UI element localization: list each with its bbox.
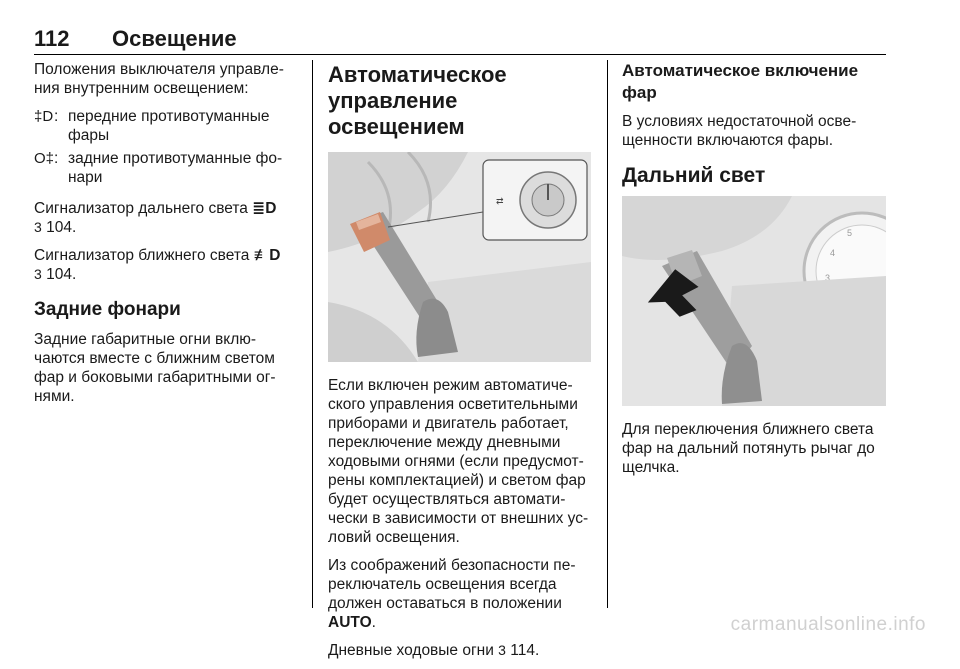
page-reference[interactable]: 104. [46, 219, 77, 236]
paragraph: В условиях недостаточной освещенности включаются фары. [622, 113, 857, 149]
paragraph: Если включен режим автоматического управления осветительными приборами и двигатель работает, переключение между дневными ходовыми огнями (если предусмотрены комплектацией) и светом фар будет осуществляться автоматически в зависимости от внешних условий освещения. [328, 377, 589, 546]
definition-text: передние противотуманные фары [68, 108, 270, 144]
high-beam-illustration [622, 196, 886, 406]
auto-keyword: AUTO [328, 614, 372, 631]
high-beam-icon: ≣D [252, 200, 277, 217]
paragraph: Дневные ходовые огни 3 114. [328, 642, 540, 659]
low-beam-indicator: Сигнализатор ближнего света ≢D 3 104. [34, 247, 281, 283]
low-beam-icon: ≢D [253, 247, 281, 264]
definition-text: задние противотуманные фонари [68, 150, 283, 186]
page-title: Освещение [112, 26, 237, 51]
front-fog-lamp-icon: ‡D [34, 108, 54, 125]
column-divider [312, 60, 313, 608]
definition-item: O‡ : задние противотуманные фонари [34, 149, 296, 187]
section-heading: Автоматическое управление освещением [328, 62, 507, 139]
page-header [34, 22, 886, 55]
svg-text:⇄: ⇄ [496, 196, 504, 206]
column-divider [607, 60, 608, 608]
page-reference[interactable]: 114. [510, 642, 540, 659]
section-heading: Автоматическое включение фар [622, 61, 859, 102]
section-heading: Задние фонари [34, 299, 181, 320]
xref-arrow-icon: 3 [34, 266, 42, 282]
column-right [622, 60, 886, 486]
intro-text: Положения выключателя управления внутренним освещением: [34, 61, 284, 97]
section-text: Задние габаритные огни включаются вместе с ближним светом фар и боковыми габаритными огнями. [34, 331, 276, 405]
svg-text:4: 4 [830, 248, 836, 258]
svg-text:3: 3 [825, 273, 831, 283]
light-switch-illustration [328, 152, 591, 362]
paragraph: Для переключения ближнего света фар на дальний потянуть рычаг до щелчка. [622, 421, 875, 476]
page-reference[interactable]: 104. [46, 266, 77, 283]
svg-text:5: 5 [847, 228, 853, 238]
column-left [34, 60, 296, 415]
page-number: 112 [34, 26, 70, 51]
section-heading: Дальний свет [622, 164, 766, 187]
column-middle [328, 60, 591, 669]
xref-arrow-icon: 3 [498, 642, 506, 658]
rear-fog-lamp-icon: O‡ [34, 150, 55, 167]
watermark: carmanualsonline.info [730, 614, 926, 635]
high-beam-indicator: Сигнализатор дальнего света ≣D 3 104. [34, 200, 277, 236]
xref-arrow-icon: 3 [34, 219, 42, 235]
paragraph: Из соображений безопасности переключатель освещения всегда должен оставаться в положении AUTO. [328, 557, 576, 631]
definition-item: ‡D : передние противотуманные фары [34, 107, 296, 145]
